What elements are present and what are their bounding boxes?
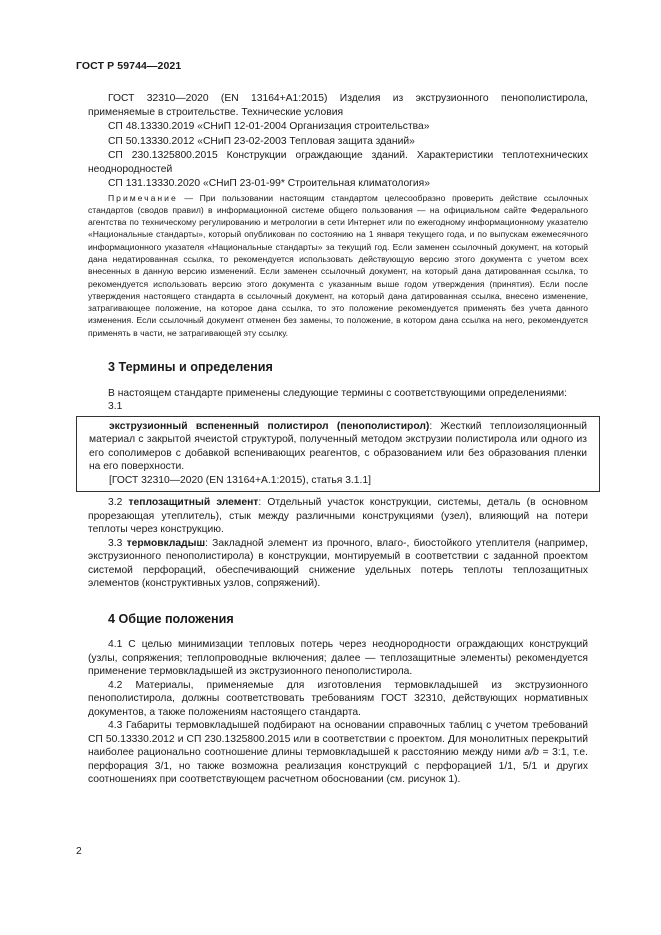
note-paragraph: [88, 192, 588, 340]
normative-references: [88, 92, 588, 191]
paragraph-4-3-part-b: = 3:1, т.е. перфорация 3/1, но также возможна реализация конструкций с перфорацией 1/1, 5/1 и других соотношениях при соответствующем расчетном обосновании (см. рисунок 1).: [88, 747, 588, 786]
paragraph-4-2: 4.2 Материалы, применяемые для изготовления термовкладышей из экструзионного пенополистирола, должны соответствовать требованиям ГОСТ 32310, действующих нормативных документов, а также положениям настоящего стандарта.: [88, 679, 588, 718]
term-list: [88, 496, 588, 591]
note-label: Примечание: [108, 192, 178, 203]
term-3-3-definition: : Закладной элемент из прочного, влаго-, биостойкого утеплителя (например, экструзионного пенополистирола) в конструкции, монтируемый в соответствии с заданной проектом системой перфораций, обеспечивающий снижение удельных потерь теплоты теплозащитных элементов (конструктивных узлов, сопряжений).: [88, 537, 588, 590]
note-text: — При пользовании настоящим стандартом целесообразно проверить действие ссылочных стандартов (сводов правил) в информационной системе общего пользования — на официальном сайте Федерального агентства по техническому регулированию и метрологии в сети Интернет или по ежегодному информационному указателю «Национальные стандарты», который опубликован по состоянию на 1 января текущего года, и по выпускам ежемесячного информационного указателя «Национальные стандарты» за текущий год. Если заменен ссылочный документ, на который дана недатированная ссылка, то рекомендуется использовать действующую версию этого документа с учетом всех внесенных в данную версию изменений. Если заменен ссылочный документ, на который дана датированная ссылка, то рекомендуется использовать версию этого документа с указанным выше годом утверждения (принятия). Если после утверждения настоящего стандарта в ссылочный документ, на который дана датированная ссылка, внесено изменение, затрагивающее положение, на которое дана ссылка, то это положение рекомендуется применять без учета данного изменения. Если ссылочный документ отменен без замены, то положение, в котором дана ссылка на него, рекомендуется применять в части, не затрагивающей эту ссылку.: [88, 192, 588, 338]
term-3-3-term: термовкладыш: [126, 537, 206, 549]
term-3-3-number: 3.3: [108, 537, 127, 549]
document-header: ГОСТ Р 59744—2021: [76, 60, 182, 72]
paragraph-4-3: [88, 719, 588, 787]
document-body: [88, 92, 588, 787]
reference-item: СП 50.13330.2012 «СНиП 23-02-2003 Тепловая защита зданий»: [108, 135, 415, 147]
term-3-1-term: экструзионный вспененный полистирол (пенополистирол): [109, 420, 430, 432]
term-3-1-text: [89, 420, 587, 474]
paragraph-4-1: 4.1 С целью минимизации тепловых потерь через неоднородности ограждающих конструкций (узлы, сопряжения; теплопроводные включения; далее — теплозащитные элементы) рекомендуется применение термовкладышей из экструзионного пенополистирола.: [88, 639, 588, 678]
reference-item: ГОСТ 32310—2020 (EN 13164+A1:2015) Изделия из экструзионного пенополистирола, применяемые в строительстве. Технические условия: [88, 93, 588, 118]
reference-item: СП 131.13330.2020 «СНиП 23-01-99* Строительная климатология»: [108, 178, 430, 189]
paragraph-4-3-part-a: 4.3 Габариты термовкладышей подбирают на основании справочных таблиц с учетом требований СП 50.13330.2012 и СП 230.1325800.2015 или в соответствии с проектом. Для монолитных перекрытий наиболее рационально соотношение длины термовкладышей к расстоянию между ними: [88, 720, 588, 759]
term-3-2-definition: : Отдельный участок конструкции, системы, деталь (в основном прорезающая утеплитель), стык между различными конструкциями (узел), влияющий на потери теплоты через конструкцию.: [88, 497, 588, 536]
term-3-2-term: теплозащитный элемент: [128, 497, 259, 509]
term-3-1-source: [ГОСТ 32310—2020 (EN 13164+A.1:2015), статья 3.1.1]: [109, 474, 371, 486]
term-3-3: [88, 537, 588, 591]
reference-item: СП 48.13330.2019 «СНиП 12-01-2004 Организация строительства»: [108, 121, 430, 132]
section-3-intro: В настоящем стандарте применены следующие термины с соответствующими определениями:: [108, 387, 568, 399]
page-number: 2: [76, 846, 82, 857]
section-4-title: 4 Общие положения: [108, 611, 234, 626]
term-3-1-box: [76, 416, 600, 493]
term-3-1-number: 3.1: [108, 401, 123, 413]
term-3-2: [88, 496, 588, 537]
section-3-title: 3 Термины и определения: [108, 360, 273, 375]
ratio-formula: a/b: [524, 747, 539, 759]
reference-item: СП 230.1325800.2015 Конструкции ограждающие зданий. Характеристики теплотехнических неоднородностей: [88, 150, 588, 175]
term-3-1-definition: : Жесткий теплоизоляционный материал с закрытой ячеистой структурой, полученный методом экструзии полистирола или одного из его сополимеров с добавкой вспенивающих реагентов, с образованием или без образования пленки на его поверхности.: [89, 420, 587, 473]
term-3-2-number: 3.2: [108, 497, 129, 509]
